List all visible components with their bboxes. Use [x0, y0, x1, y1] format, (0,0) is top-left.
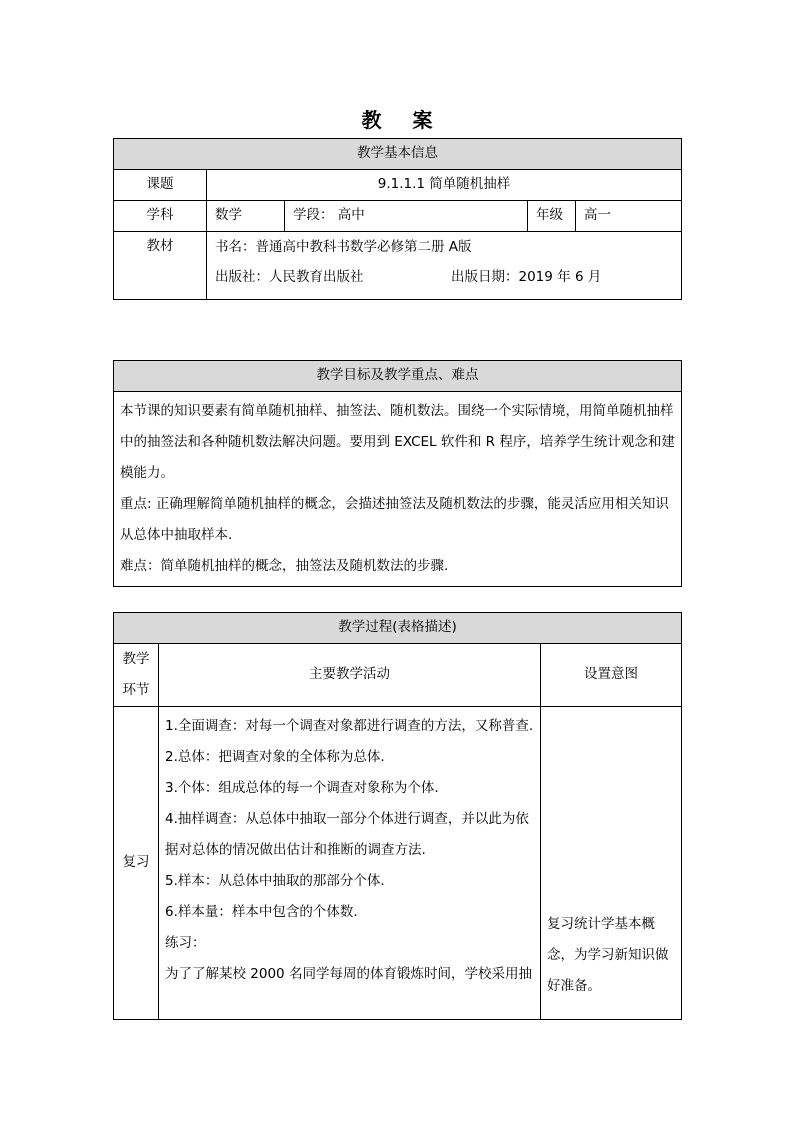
document-title: 教 案 [361, 108, 445, 132]
list-item: 3.个体：组成总体的每一个调查对象称为个体. [165, 780, 439, 796]
goals-body [114, 392, 682, 587]
subject-value: 数学 [207, 201, 285, 232]
list-item: 6.样本量：样本中包含的个体数. [165, 904, 358, 920]
intent-column-header: 设置意图 [541, 644, 682, 707]
list-item: 5.样本：从总体中抽取的那部分个体. [165, 873, 385, 889]
book-name: 书名：普通高中教科书数学必修第二册 A版 [215, 239, 472, 255]
goals-header: 教学目标及教学重点、难点 [114, 361, 682, 392]
publisher: 出版社：人民教育出版社 [215, 269, 364, 285]
subject-label: 学科 [114, 201, 207, 232]
key-points: 重点: 正确理解简单随机抽样的概念，会描述抽签法及随机数法的步骤，能灵活应用相关知识从总体中抽取样本. [120, 496, 669, 543]
topic-value: 9.1.1.1 简单随机抽样 [207, 170, 682, 201]
list-item: 2.总体：把调查对象的全体称为总体. [165, 749, 385, 765]
publish-date: 出版日期：2019 年 6 月 [451, 269, 602, 285]
textbook-label: 教材 [114, 232, 207, 300]
stage-column-header [114, 644, 159, 707]
list-item: 练习： [165, 935, 206, 951]
process-table [113, 612, 682, 1020]
difficult-points: 难点：简单随机抽样的概念，抽签法及随机数法的步骤. [120, 558, 449, 574]
publisher-line [207, 262, 681, 292]
grade-value: 高一 [576, 201, 682, 232]
activity-content [159, 707, 541, 1020]
list-item: 为了了解某校 2000 名同学每周的体育锻炼时间，学校采用抽 [165, 966, 532, 982]
stage-label: 学段： 高中 [285, 201, 528, 232]
list-item: 1.全面调查：对每一个调查对象都进行调查的方法，又称普查. [165, 718, 534, 734]
basic-info-header: 教学基本信息 [114, 139, 682, 170]
process-header: 教学过程(表格描述) [114, 613, 682, 644]
stage-header-line1: 教学 [122, 651, 150, 667]
intent-text: 复习统计学基本概念，为学习新知识做好准备。 [547, 916, 669, 994]
textbook-info [207, 232, 682, 300]
goals-table [113, 360, 682, 587]
activity-column-header: 主要教学活动 [159, 644, 541, 707]
intent-content [541, 707, 682, 1020]
topic-label: 课题 [114, 170, 207, 201]
grade-label: 年级 [528, 201, 576, 232]
list-item: 4.抽样调查：从总体中抽取一部分个体进行调查，并以此为依据对总体的情况做出估计和推断的调查方法. [165, 811, 529, 858]
stage-review: 复习 [114, 707, 159, 1020]
stage-header-line2: 环节 [122, 682, 150, 698]
goals-paragraph: 本节课的知识要素有简单随机抽样、抽签法、随机数法。围绕一个实际情境，用简单随机抽样中的抽签法和各种随机数法解决问题。要用到 EXCEL 软件和 R 程序，培养学生统计观念和建模能力。 [120, 403, 675, 481]
basic-info-table [113, 138, 682, 300]
